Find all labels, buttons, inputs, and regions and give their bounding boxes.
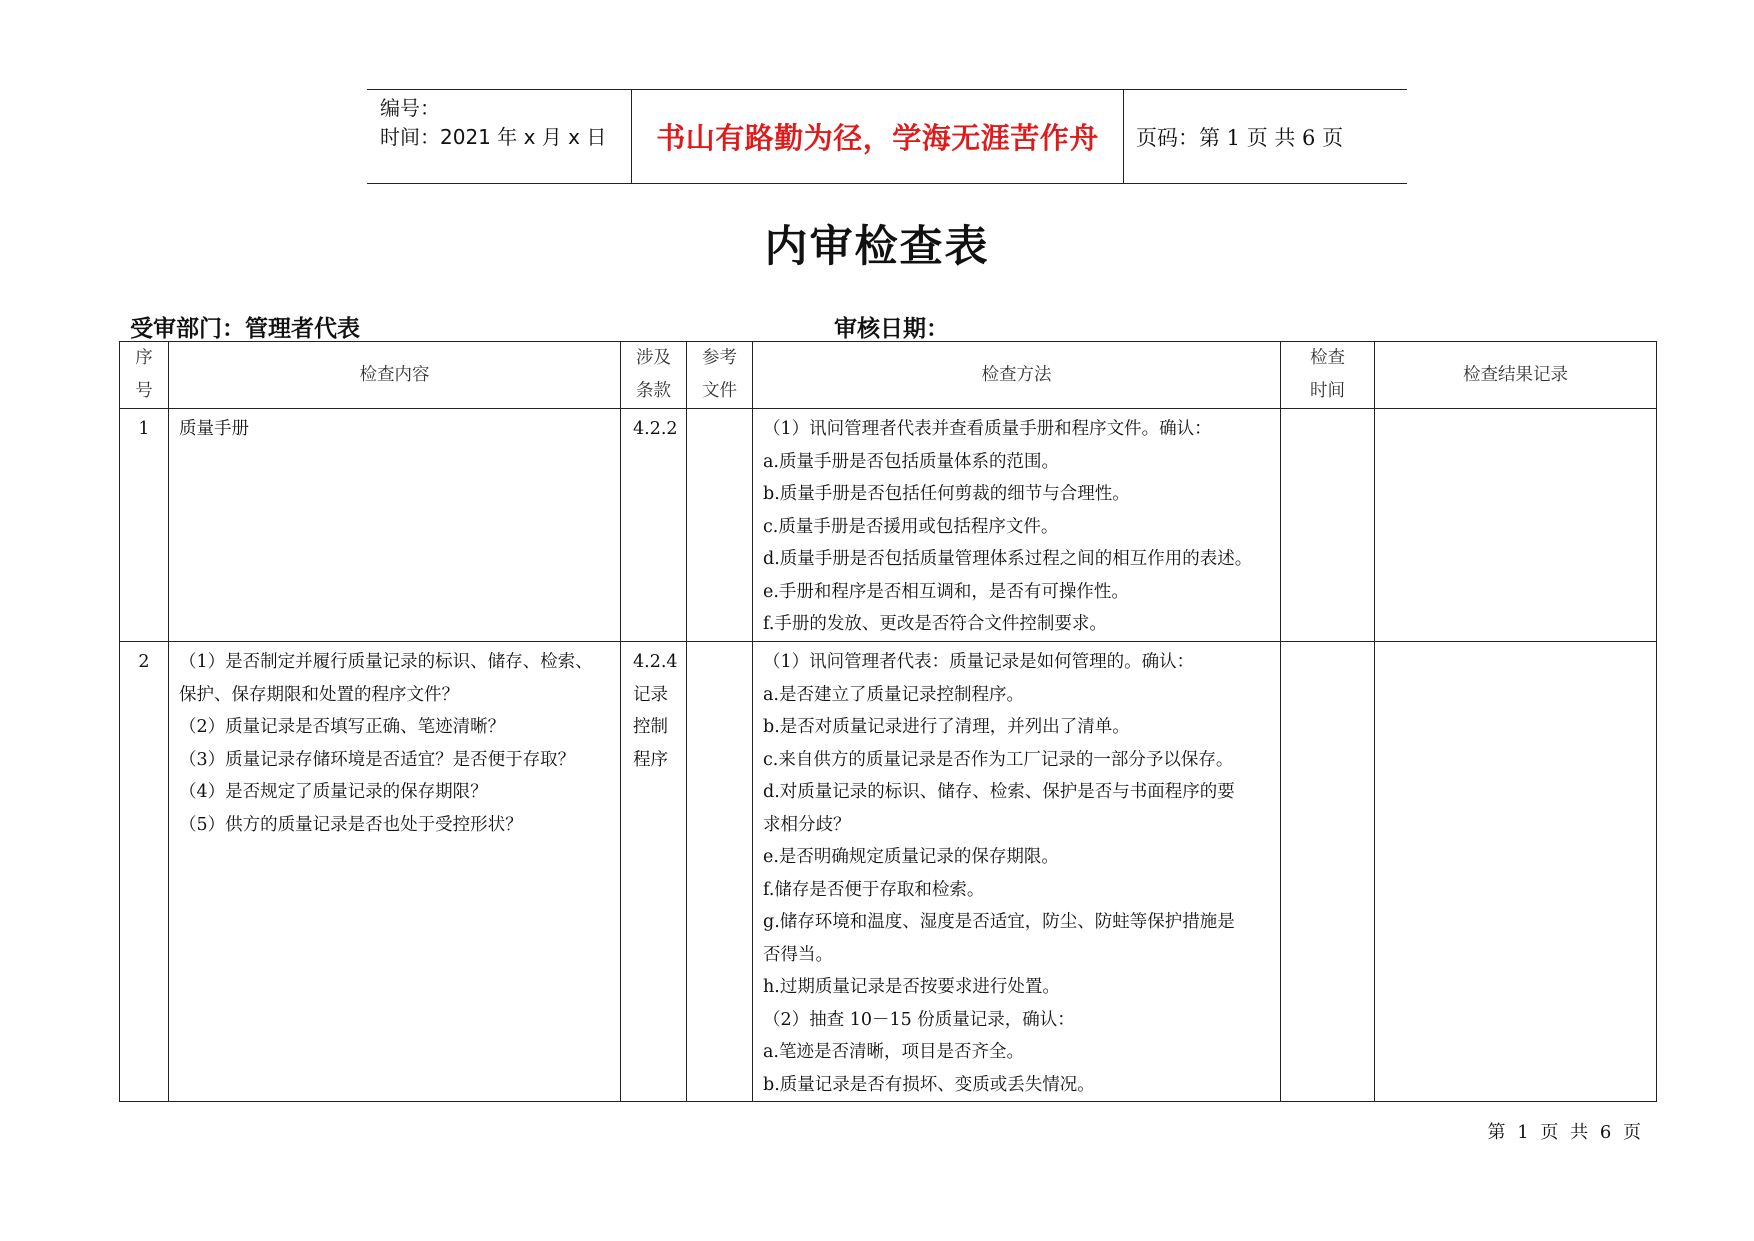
header-no: 序 号 xyxy=(120,342,169,409)
header-time: 检查 时间 xyxy=(1281,342,1375,409)
row-time xyxy=(1281,409,1375,642)
page-footer: 第 1 页 共 6 页 xyxy=(1487,1122,1644,1143)
document-title: 内审检查表 xyxy=(764,222,990,272)
row-content: （1）是否制定并履行质量记录的标识、储存、检索、 保护、保存期限和处置的程序文件？ （2）质量记录是否填写正确、笔迹清晰？ （3）质量记录存储环境是否适宜？是否便于存取？ （4）是否规定了质量记录的保存期限？ （5）供方的质量记录是否也处于受控形状？ xyxy=(169,642,621,1102)
table-header-row xyxy=(120,342,1657,409)
row-no: 1 xyxy=(120,409,169,642)
header-result: 检查结果记录 xyxy=(1375,342,1657,409)
row-content: 质量手册 xyxy=(169,409,621,642)
page-header xyxy=(367,89,1407,184)
header-method: 检查方法 xyxy=(753,342,1281,409)
header-content: 检查内容 xyxy=(169,342,621,409)
table-row xyxy=(120,642,1657,1102)
row-result xyxy=(1375,409,1657,642)
row-ref xyxy=(687,642,753,1102)
header-ref: 参考 文件 xyxy=(687,342,753,409)
row-time xyxy=(1281,642,1375,1102)
row-method: （1）讯问管理者代表：质量记录是如何管理的。确认： a.是否建立了质量记录控制程序。 b.是否对质量记录进行了清理，并列出了清单。 c.来自供方的质量记录是否作为工厂记录的一部分予以保存。 d.对质量记录的标识、储存、检索、保护是否与书面程序的要 求相分歧？ e.是否明确规定质量记录的保存期限。 f.储存是否便于存取和检索。 g.储存环境和温度、湿度是否适宜，防尘、防蛀等保护措施是 否得当。 h.过期质量记录是否按要求进行处置。 （2）抽查 10－15 份质量记录，确认： a.笔迹是否清晰，项目是否齐全。 b.质量记录是否有损坏、变质或丢失情况。 xyxy=(753,642,1281,1102)
row-clause: 4.2.4 记录 控制 程序 xyxy=(621,642,687,1102)
audited-department: 受审部门：管理者代表 xyxy=(130,316,360,342)
row-method: （1）讯问管理者代表并查看质量手册和程序文件。确认： a.质量手册是否包括质量体系的范围。 b.质量手册是否包括任何剪裁的细节与合理性。 c.质量手册是否援用或包括程序文件。 d.质量手册是否包括质量管理体系过程之间的相互作用的表述。 e.手册和程序是否相互调和，是否有可操作性。 f.手册的发放、更改是否符合文件控制要求。 xyxy=(753,409,1281,642)
doc-time-label: 时间：2021 年 x 月 x 日 xyxy=(380,125,607,149)
row-ref xyxy=(687,409,753,642)
row-result xyxy=(1375,642,1657,1102)
header-left-cell xyxy=(367,90,632,183)
header-page-info: 页码：第 1 页 共 6 页 xyxy=(1136,125,1344,150)
audit-checklist-table xyxy=(119,341,1657,1102)
header-clause: 涉及 条款 xyxy=(621,342,687,409)
row-no: 2 xyxy=(120,642,169,1102)
table-row xyxy=(120,409,1657,642)
row-clause: 4.2.2 xyxy=(621,409,687,642)
doc-number-label: 编号： xyxy=(380,96,440,120)
header-motto: 书山有路勤为径，学海无涯苦作舟 xyxy=(632,90,1124,183)
audit-date-label: 审核日期： xyxy=(834,316,949,342)
